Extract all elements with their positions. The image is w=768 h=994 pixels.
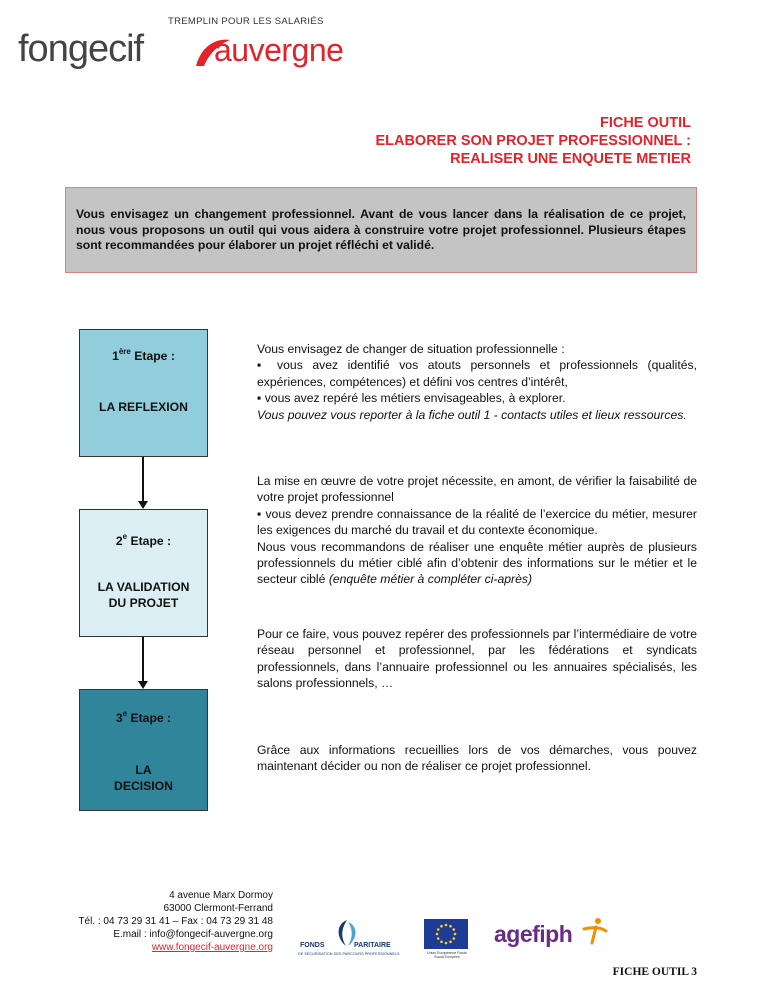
reflexion-text: Vous envisagez de changer de situation professionnelle : ▪ vous avez identifié vos atouts personnels et professionnels (qualités, expériences, compétences) et défini vos centres d’intérêt, ▪ vous avez repéré les métiers envisageables, à explorer. Vous pouvez vous reporter à la fiche outil 1 - contacts utiles et lieux ressources. [257, 342, 697, 422]
step-3-heading: 3e Etape : [115, 709, 172, 725]
agefiph-logo: agefiph [494, 921, 573, 947]
title-line-1: FICHE OUTIL [599, 115, 691, 131]
arrow-down-icon [142, 637, 144, 682]
step-1-heading: 1ère Etape : [112, 347, 175, 363]
footer-label: FICHE OUTIL 3 [612, 966, 697, 978]
logo-brand: fongecif [18, 28, 144, 70]
eu-flag-icon [424, 919, 468, 949]
page-title [375, 114, 691, 168]
arrow-down-icon [142, 457, 144, 502]
step-1-name: LA REFLEXION [99, 400, 188, 414]
step-2-box [79, 509, 208, 637]
logo-region: auvergne [214, 32, 344, 68]
logo-tagline: TREMPLIN POUR LES SALARIÉS [168, 16, 324, 27]
footer-address: 4 avenue Marx Dormoy 63000 Clermont-Ferrand Tél. : 04 73 29 31 41 – Fax : 04 73 29 31 48 E.mail : info@fongecif-auvergne.org www.fongecif-auvergne.org [78, 890, 273, 953]
fongecif-logo [18, 10, 344, 80]
step-3-box [79, 689, 208, 811]
decision-text: Grâce aux informations recueillies lors de vos démarches, vous pouvez maintenant décider ou non de réaliser ce projet professionnel. [257, 743, 697, 774]
network-text: Pour ce faire, vous pouvez repérer des professionnels par l’intermédiaire de votre réseau personnel et professionnel, par les fédérations et syndicats professionnels, dans l’annuaire professionnel ou les annuaires spécialisés, les salons professionnels, … [257, 627, 697, 691]
eu-flag-logo: Union Européenne Fonds Social Européen [424, 919, 470, 964]
step-3-name: LA DECISION [114, 763, 173, 793]
intro-box [65, 187, 697, 273]
step-2-heading: 2e Etape : [115, 532, 172, 548]
intro-text: Vous envisagez un changement professionnel. Avant de vous lancer dans la réalisation de ce projet, nous vous proposons un outil qui vous aidera à construire votre projet professionnel. Plusieurs étapes sont recommandées pour élaborer un projet réfléchi et validé. [76, 207, 686, 252]
title-line-2: ELABORER SON PROJET PROFESSIONNEL : [375, 133, 691, 149]
fpspp-logo: FONDS PARITAIRE DE SÉCURISATION DES PARCOURS PROFESSIONNELS [298, 918, 408, 970]
validation-text: La mise en œuvre de votre projet nécessite, en amont, de vérifier la faisabilité de votre projet professionnel ▪ vous devez prendre connaissance de la réalité de l’exercice du métier, mesurer les exigences du marché du travail et du contexte économique. Nous vous recommandons de réaliser une enquête métier auprès de plusieurs professionnels du métier ciblé afin d’obtenir des informations sur le métier et le secteur ciblé (enquête métier à compléter ci-après) [257, 474, 697, 587]
step-1-box [79, 329, 208, 457]
title-line-3: REALISER UNE ENQUETE METIER [450, 151, 691, 167]
step-2-name: LA VALIDATION DU PROJET [97, 580, 190, 610]
website-link[interactable]: www.fongecif-auvergne.org [151, 942, 273, 953]
agefiph-figure-icon [582, 917, 608, 945]
